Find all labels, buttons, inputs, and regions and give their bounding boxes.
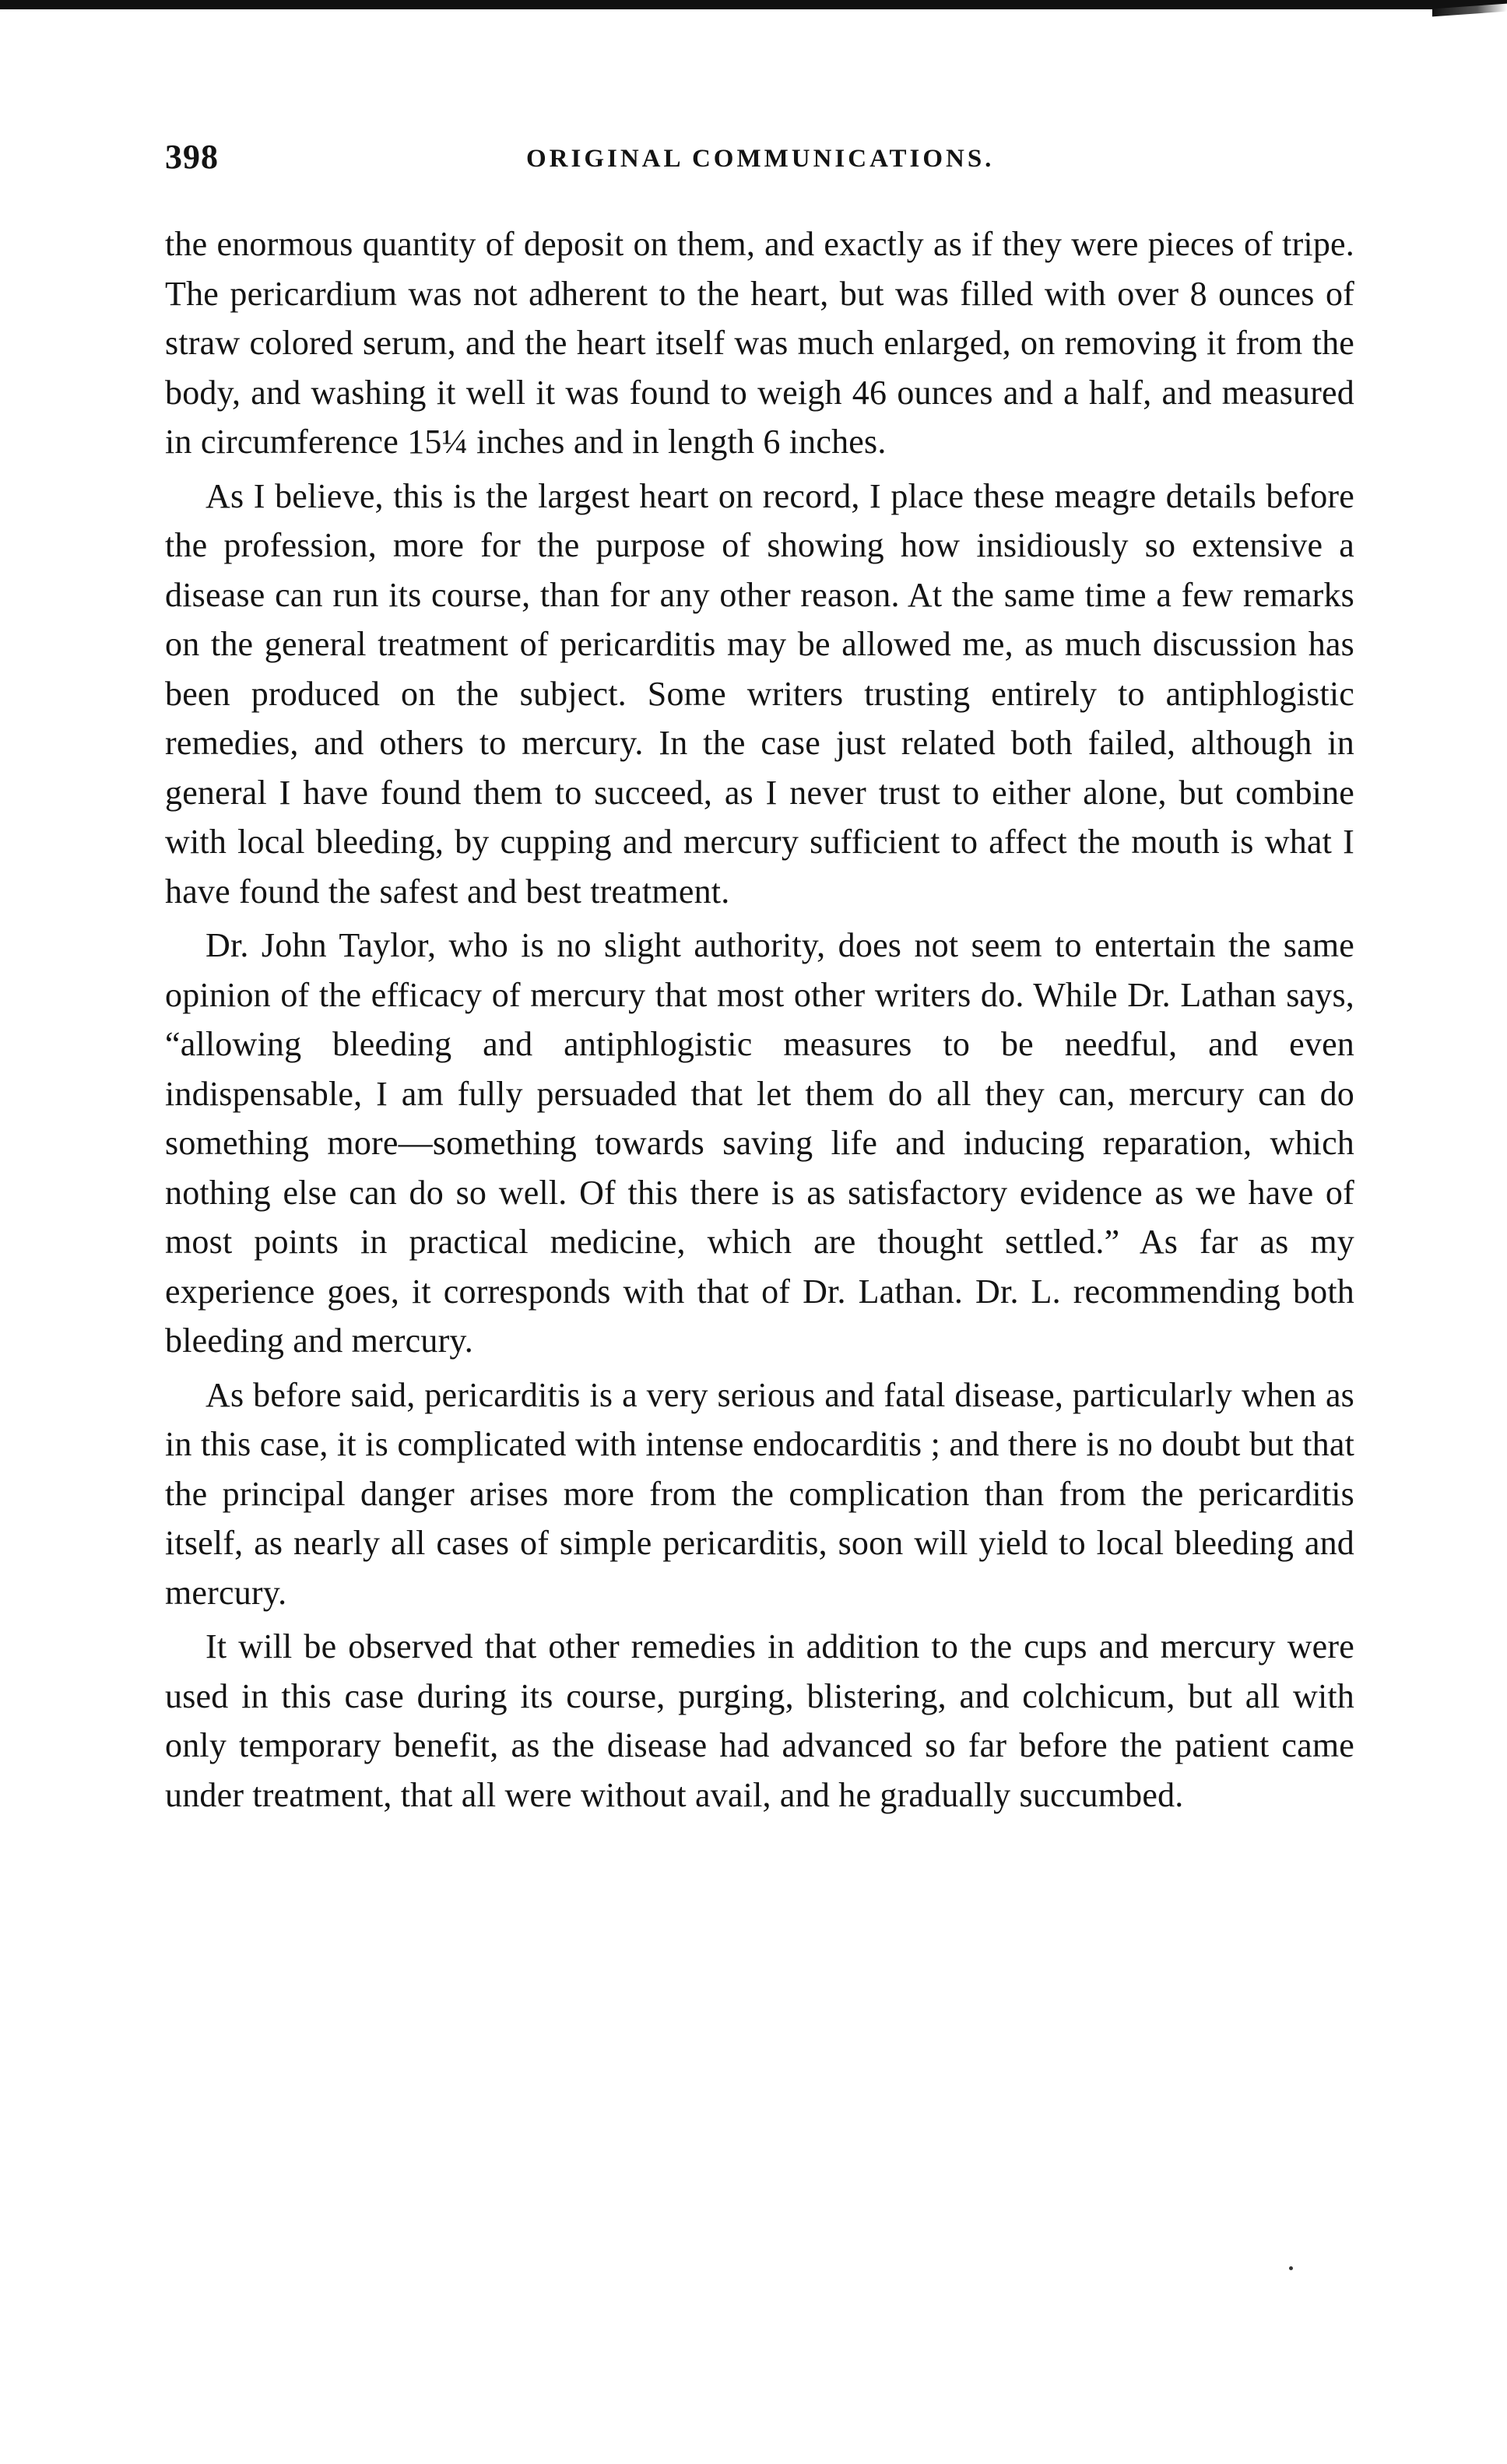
paragraph-5: It will be observed that other remedies in addition to the cups and mercury were used in this case during its course, purging, blistering, and colchicum, but all with only temporary benefit, as the disease had advanced so far before the patient came under treatment, that all were without avail, and he gradually succumbed. bbox=[165, 1627, 1354, 1814]
paragraph-1: the enormous quantity of deposit on them, and exactly as if they were pieces of tripe. The pericardium was not adherent to the heart, but was filled with over 8 ounces of straw colored serum, and the heart itself was much enlarged, on removing it from the body, and washing it well it was found to weigh 46 ounces and a half, and measured in circumference 15¼ inches and in length 6 inches. bbox=[165, 225, 1354, 461]
top-border-rule bbox=[0, 0, 1507, 9]
paragraph-4: As before said, pericarditis is a very serious and fatal disease, particularly when as in this case, it is complicated with intense endocarditis ; and there is no doubt but that the principal danger arises more from the complication than from the pericarditis itself, as nearly all cases of simple pericarditis, soon will yield to local bleeding and mercury. bbox=[165, 1375, 1354, 1612]
page-number: 398 bbox=[165, 138, 219, 176]
body-text bbox=[165, 219, 1354, 1824]
running-title: ORIGINAL COMMUNICATIONS. bbox=[526, 145, 995, 173]
stray-ink-mark bbox=[1289, 2266, 1293, 2270]
paragraph-3: Dr. John Taylor, who is no slight authority, does not seem to entertain the same opinion of the efficacy of mercury that most other writers do. While Dr. Lathan says, “allowing bleeding and antiphlogistic measures to be needful, and even indispensable, I am fully persuaded that let them do all they can, mercury can do something more—something towards saving life and inducing reparation, which nothing else can do so well. Of this there is as satisfactory evidence as we have of most points in practical medicine, which are thought settled.” As far as my experience goes, it corresponds with that of Dr. Lathan. Dr. L. recommending both bleeding and mercury. bbox=[165, 926, 1354, 1360]
paragraph-2: As I believe, this is the largest heart on record, I place these meagre details before the profession, more for the purpose of showing how insidiously so extensive a disease can run its course, than for any other reason. At the same time a few remarks on the general treatment of pericarditis may be allowed me, as much discussion has been produced on the subject. Some writers trusting entirely to antiphlogistic remedies, and others to mercury. In the case just related both failed, although in general I have found them to succeed, as I never trust to either alone, but combine with local bleeding, by cupping and mercury sufficient to affect the mouth is what I have found the safest and best treatment. bbox=[165, 476, 1354, 911]
